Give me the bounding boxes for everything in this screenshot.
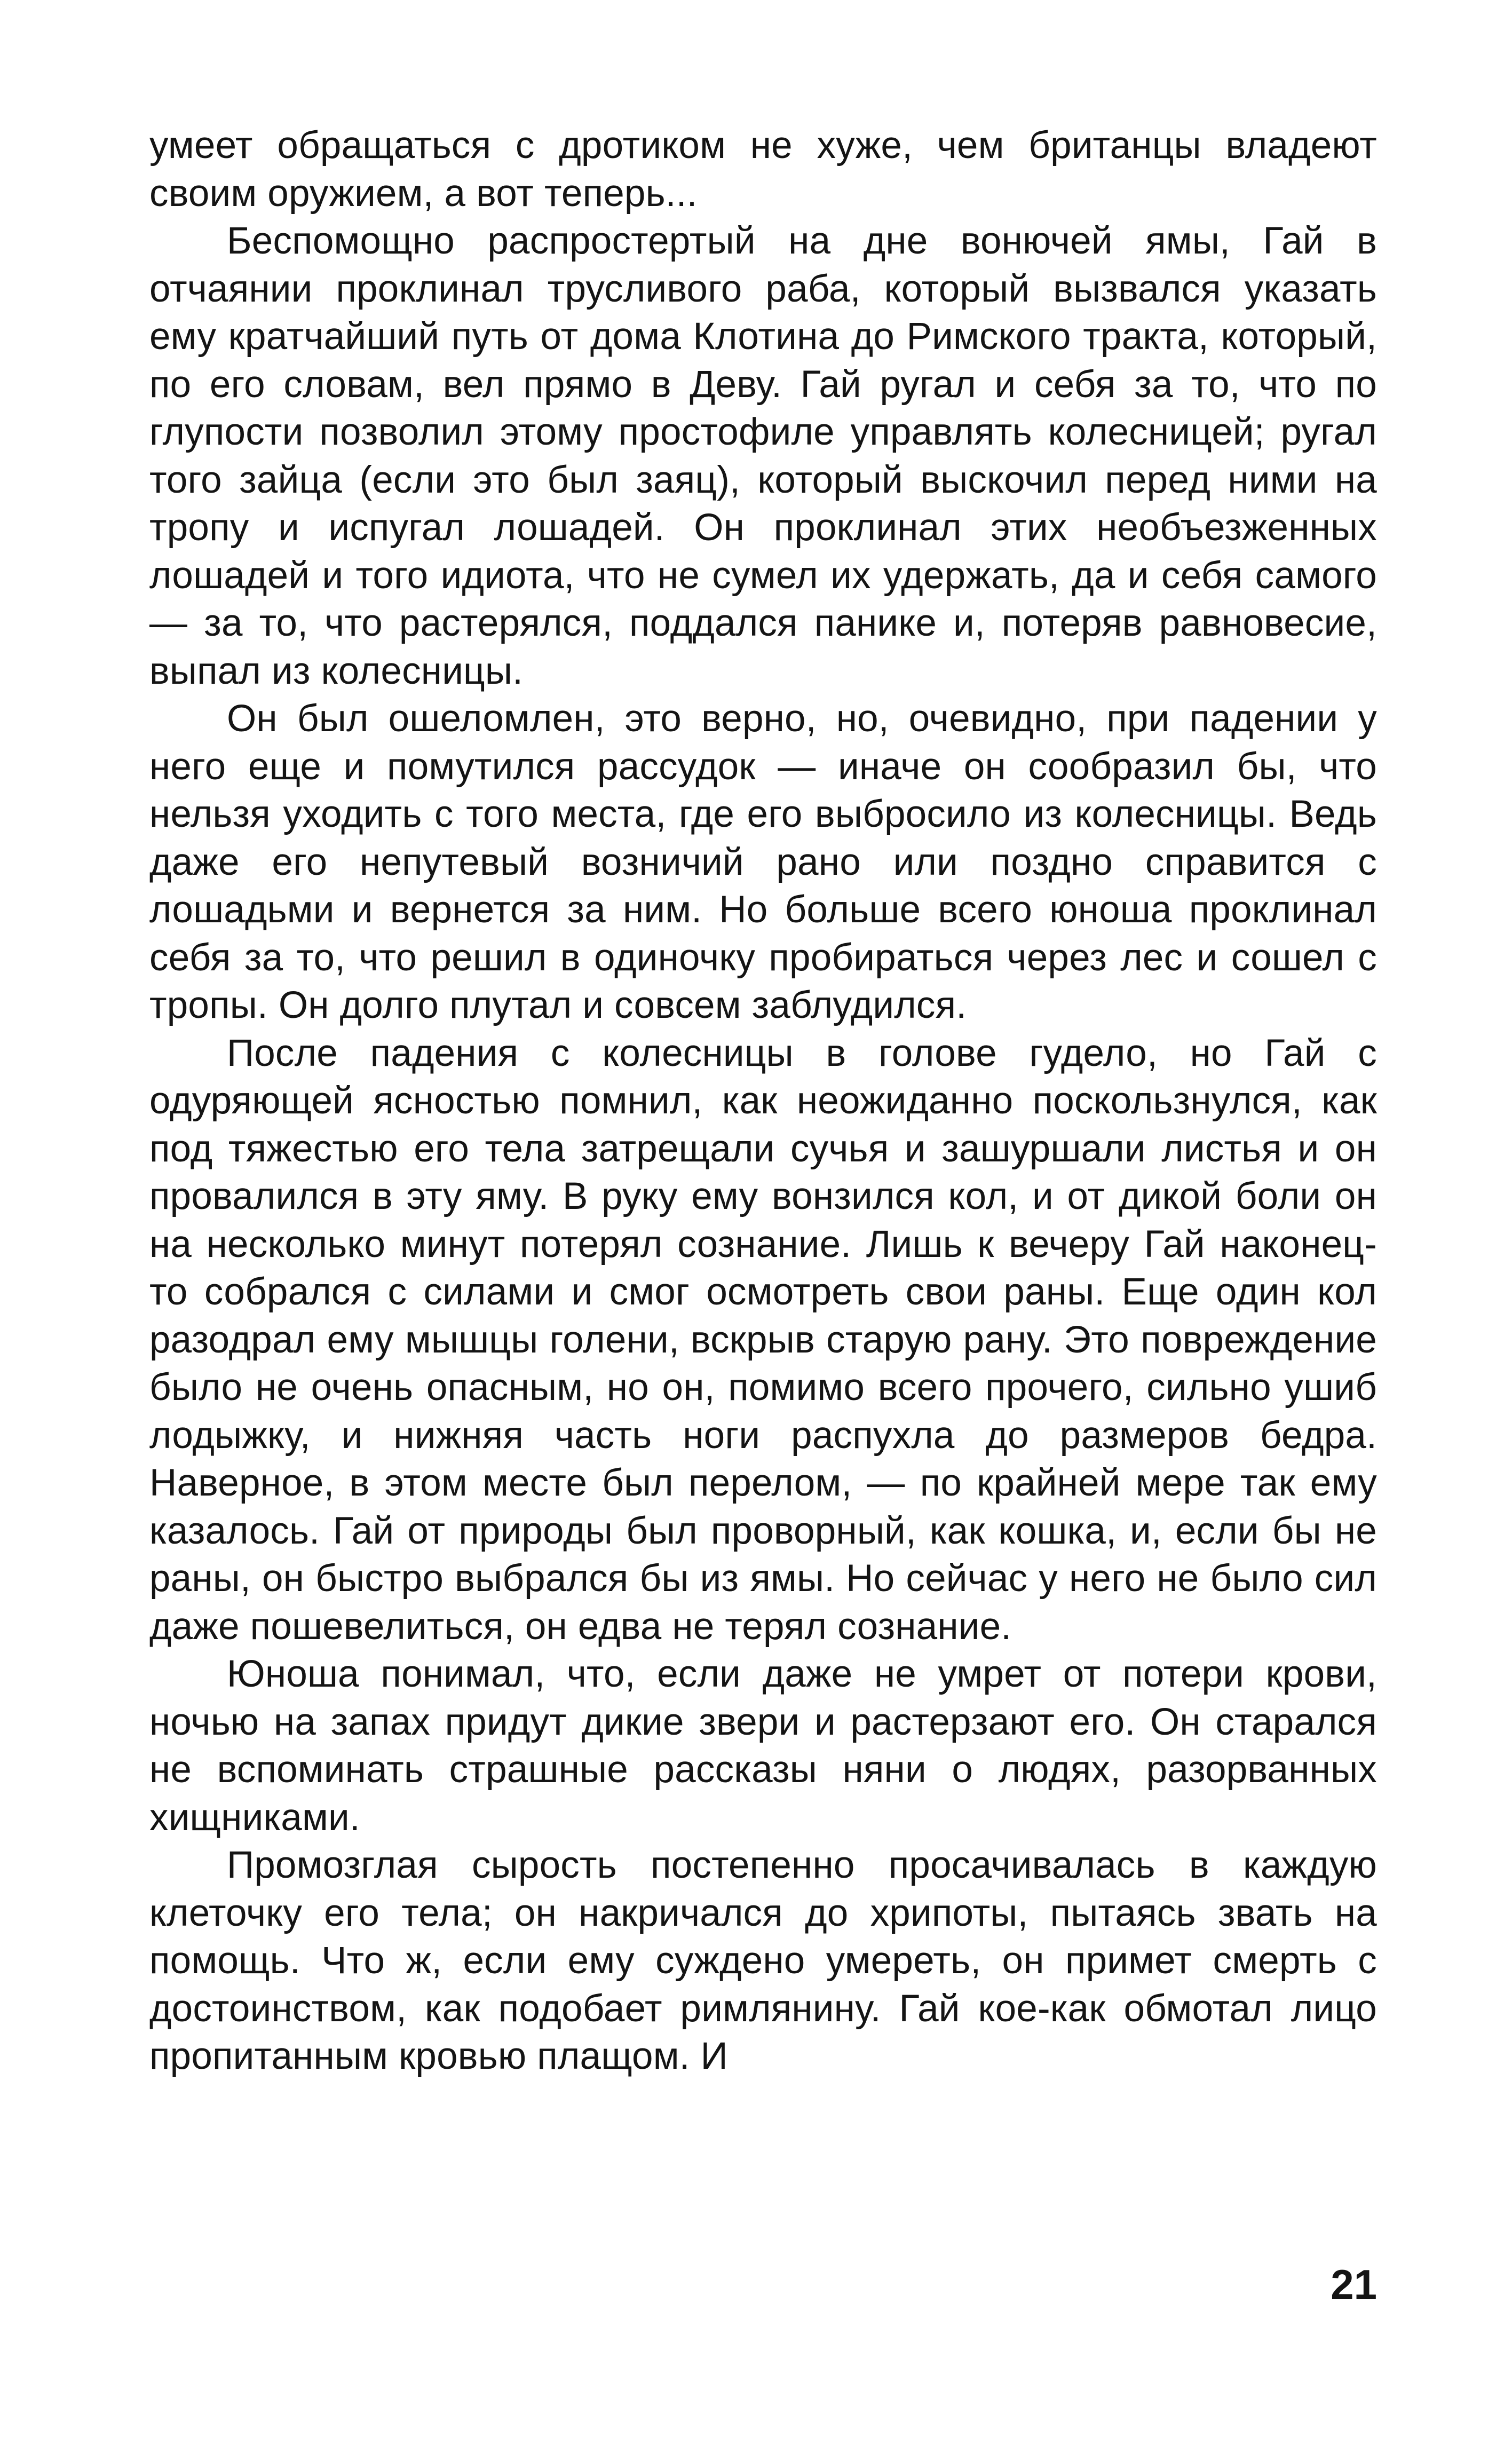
paragraph-4: После падения с колесницы в голове гудело, но Гай с одуряющей ясностью помнил, как неожиданно поскользнулся, как под тяжестью его тела затрещали сучья и зашуршали листья и он провалился в эту яму. В руку ему вонзился кол, и от дикой боли он на несколько минут потерял сознание. Лишь к вечеру Гай наконец-то собрался с силами и смог осмотреть свои раны. Еще один кол разодрал ему мышцы голени, вскрыв старую рану. Это повреждение было не очень опасным, но он, помимо всего прочего, сильно ушиб лодыжку, и нижняя часть ноги распухла до размеров бедра. Наверное, в этом месте был перелом, — по крайней мере так ему казалось. Гай от природы был проворный, как кошка, и, если бы не раны, он быстро выбрался бы из ямы. Но сейчас у него не было сил даже пошевелиться, он едва не терял сознание. — [149, 1032, 1377, 1648]
book-page-text — [149, 122, 1377, 2081]
page-number: 21 — [1331, 2261, 1377, 2308]
paragraph-3: Он был ошеломлен, это верно, но, очевидно, при падении у него еще и помутился рассудок — иначе он сообразил бы, что нельзя уходить с того места, где его выбросило из колесницы. Ведь даже его непутевый возничий рано или поздно справится с лошадьми и вернется за ним. Но больше всего юноша проклинал себя за то, что решил в одиночку пробираться через лес и сошел с тропы. Он долго плутал и совсем заблудился. — [149, 698, 1377, 1026]
paragraph-2: Беспомощно распростертый на дне вонючей ямы, Гай в отчаянии проклинал трусливого раба, который вызвался указать ему кратчайший путь от дома Клотина до Римского тракта, который, по его словам, вел прямо в Деву. Гай ругал и себя за то, что по глупости позволил этому простофиле управлять колесницей; ругал того зайца (если это был заяц), который выскочил перед ними на тропу и испугал лошадей. Он проклинал этих необъезженных лошадей и того идиота, что не сумел их удержать, да и себя самого — за то, что растерялся, поддался панике и, потеряв равновесие, выпал из колесницы. — [149, 220, 1377, 692]
paragraph-5: Юноша понимал, что, если даже не умрет от потери крови, ночью на запах придут дикие звери и растерзают его. Он старался не вспоминать страшные рассказы няни о людях, разорванных хищниками. — [149, 1653, 1377, 1839]
paragraph-6: Промозглая сырость постепенно просачивалась в каждую клеточку его тела; он накричался до хрипоты, пытаясь звать на помощь. Что ж, если ему суждено умереть, он примет смерть с достоинством, как подобает римлянину. Гай кое-как обмотал лицо пропитанным кровью плащом. И — [149, 1844, 1377, 2077]
paragraph-1: умеет обращаться с дротиком не хуже, чем британцы владеют своим оружием, а вот теперь... — [149, 124, 1377, 215]
